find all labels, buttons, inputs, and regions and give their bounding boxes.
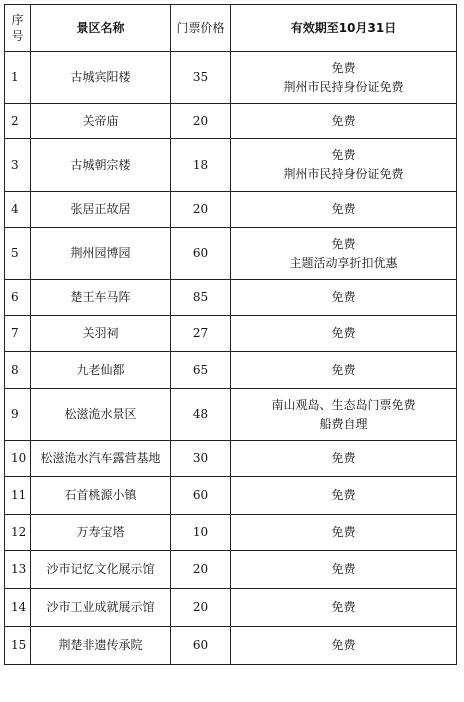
row-price: 60 xyxy=(171,477,231,515)
row-price: 85 xyxy=(171,280,231,316)
offer-line: 南山观岛、生态岛门票免费 xyxy=(271,397,416,412)
table-row xyxy=(5,104,457,139)
table-row xyxy=(5,389,457,441)
row-name: 关帝庙 xyxy=(31,104,171,139)
offer-line: 船费自理 xyxy=(319,416,368,431)
row-index: 13 xyxy=(5,551,31,589)
offer-line: 免费 xyxy=(331,148,356,162)
scenic-ticket-table xyxy=(4,4,457,665)
row-price: 48 xyxy=(171,389,231,441)
row-index: 10 xyxy=(5,441,31,477)
row-index: 15 xyxy=(5,627,31,665)
row-offer xyxy=(231,52,457,104)
table-row xyxy=(5,280,457,316)
row-name: 张居正故居 xyxy=(31,192,171,228)
row-price: 20 xyxy=(171,551,231,589)
row-price: 60 xyxy=(171,627,231,665)
row-price: 27 xyxy=(171,316,231,352)
table-row xyxy=(5,352,457,389)
row-index: 5 xyxy=(5,228,31,280)
offer-line: 免费 xyxy=(331,326,356,340)
row-offer xyxy=(231,389,457,441)
offer-line: 免费 xyxy=(331,562,356,576)
row-offer xyxy=(231,627,457,665)
row-price: 20 xyxy=(171,192,231,228)
row-index: 2 xyxy=(5,104,31,139)
row-name: 万寿宝塔 xyxy=(31,515,171,551)
row-index: 6 xyxy=(5,280,31,316)
row-offer xyxy=(231,477,457,515)
header-index-line-2: 号 xyxy=(11,29,24,43)
table-row xyxy=(5,52,457,104)
table-row xyxy=(5,515,457,551)
row-price: 20 xyxy=(171,104,231,139)
offer-line: 免费 xyxy=(331,236,356,251)
row-index: 9 xyxy=(5,389,31,441)
row-name: 沙市工业成就展示馆 xyxy=(31,589,171,627)
header-price: 门票价格 xyxy=(171,5,231,52)
row-offer xyxy=(231,104,457,139)
row-price: 65 xyxy=(171,352,231,389)
header-row xyxy=(5,5,457,52)
row-index: 7 xyxy=(5,316,31,352)
row-name: 楚王车马阵 xyxy=(31,280,171,316)
row-offer xyxy=(231,441,457,477)
row-name: 松滋洈水汽车露营基地 xyxy=(31,441,171,477)
row-index: 3 xyxy=(5,139,31,192)
header-index xyxy=(5,5,31,52)
row-offer xyxy=(231,515,457,551)
row-index: 11 xyxy=(5,477,31,515)
header-name: 景区名称 xyxy=(31,5,171,52)
row-name: 古城朝宗楼 xyxy=(31,139,171,192)
offer-line: 免费 xyxy=(331,202,356,216)
row-index: 12 xyxy=(5,515,31,551)
row-price: 60 xyxy=(171,228,231,280)
offer-line: 免费 xyxy=(331,113,356,128)
row-name: 关羽祠 xyxy=(31,316,171,352)
row-offer xyxy=(231,139,457,192)
row-price: 30 xyxy=(171,441,231,477)
row-name: 荆州园博园 xyxy=(31,228,171,280)
row-index: 8 xyxy=(5,352,31,389)
table-row xyxy=(5,192,457,228)
row-name: 古城宾阳楼 xyxy=(31,52,171,104)
row-offer xyxy=(231,551,457,589)
table-row xyxy=(5,441,457,477)
row-price: 35 xyxy=(171,52,231,104)
row-price: 10 xyxy=(171,515,231,551)
offer-line: 免费 xyxy=(331,362,356,377)
row-offer xyxy=(231,280,457,316)
offer-line: 荆州市民持身份证免费 xyxy=(283,79,404,94)
offer-line: 免费 xyxy=(331,488,356,502)
row-name: 九老仙都 xyxy=(31,352,171,389)
row-index: 1 xyxy=(5,52,31,104)
table-row xyxy=(5,139,457,192)
table-row xyxy=(5,228,457,280)
row-price: 20 xyxy=(171,589,231,627)
offer-line: 免费 xyxy=(331,60,356,75)
row-offer xyxy=(231,589,457,627)
table-row xyxy=(5,589,457,627)
row-offer xyxy=(231,316,457,352)
table-row xyxy=(5,477,457,515)
offer-line: 免费 xyxy=(331,290,356,304)
row-index: 4 xyxy=(5,192,31,228)
row-offer xyxy=(231,228,457,280)
header-index-line-1: 序 xyxy=(11,13,24,27)
row-offer xyxy=(231,352,457,389)
table-row xyxy=(5,627,457,665)
table-row xyxy=(5,316,457,352)
offer-line: 荆州市民持身份证免费 xyxy=(283,167,404,181)
row-price: 18 xyxy=(171,139,231,192)
table-row xyxy=(5,551,457,589)
row-name: 松滋洈水景区 xyxy=(31,389,171,441)
row-index: 14 xyxy=(5,589,31,627)
row-offer xyxy=(231,192,457,228)
row-name: 荆楚非遗传承院 xyxy=(31,627,171,665)
header-offer: 有效期至10月31日 xyxy=(231,5,457,52)
row-name: 石首桃源小镇 xyxy=(31,477,171,515)
row-name: 沙市记忆文化展示馆 xyxy=(31,551,171,589)
offer-line: 免费 xyxy=(331,638,356,652)
offer-line: 免费 xyxy=(331,600,356,614)
offer-line: 免费 xyxy=(331,451,356,465)
offer-line: 免费 xyxy=(331,525,356,539)
offer-line: 主题活动享折扣优惠 xyxy=(289,255,398,270)
